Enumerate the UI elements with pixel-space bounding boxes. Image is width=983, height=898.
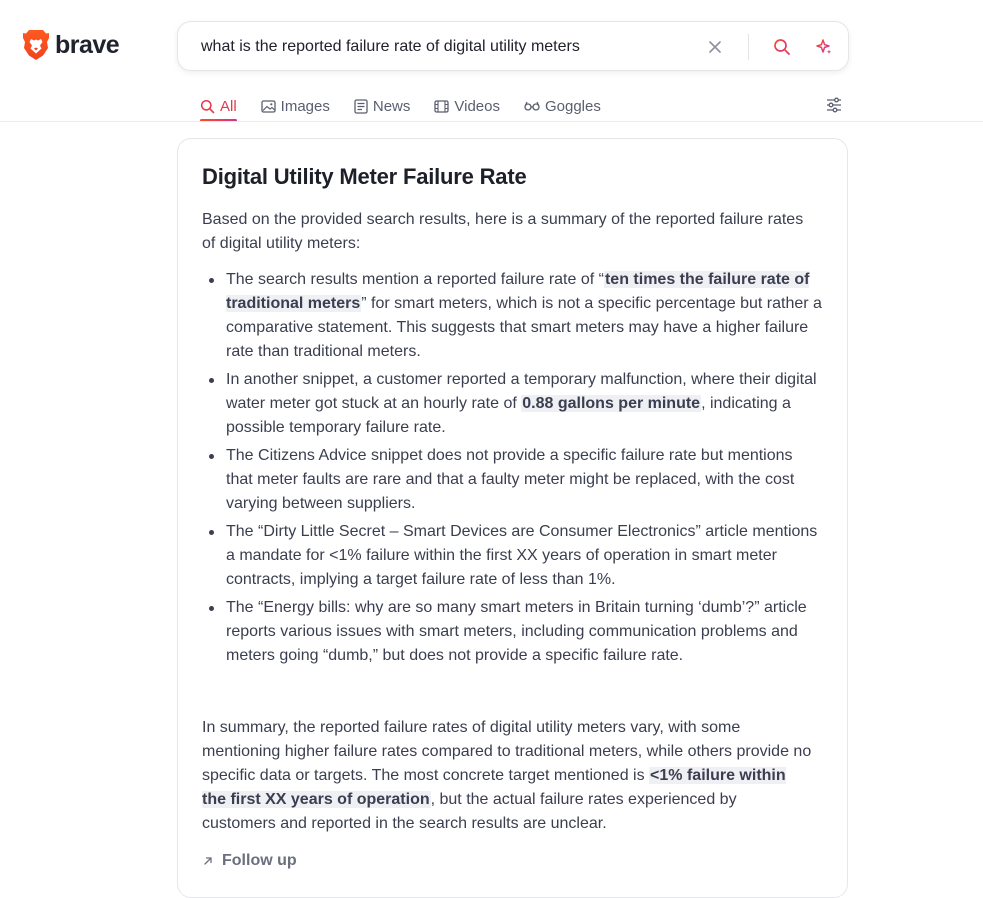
search-input[interactable] (201, 35, 691, 59)
tab-goggles[interactable] (524, 92, 601, 120)
tab-label: News (372, 97, 411, 115)
search-icon (200, 99, 215, 114)
list-item (202, 596, 822, 668)
arrow-up-right-icon (202, 855, 214, 867)
answer-intro: Based on the provided search results, here is a summary of the reported failure rates of digital utility meters: (202, 211, 804, 252)
answer-summary (202, 716, 812, 836)
bullet-text: The “Energy bills: why are so many smart meters in Britain turning ‘dumb’?” article reports various issues with smart meters, including communication problems and meters going “dumb,” but does not provide a specific failure rate. (226, 599, 807, 664)
list-item (202, 520, 822, 592)
sparkle-icon[interactable] (814, 37, 834, 57)
close-icon[interactable] (705, 37, 725, 57)
list-item (202, 268, 822, 364)
search-box (177, 21, 849, 71)
summary-text: , but the actual failure rates experienced by customers and reported in the search results are unclear. (202, 791, 737, 832)
tab-images[interactable] (261, 92, 330, 120)
highlight-text: <1% failure within the first XX years of operation (202, 767, 786, 808)
answer-title: Digital Utility Meter Failure Rate (202, 164, 527, 189)
bullet-text: The Citizens Advice snippet does not provide a specific failure rate but mentions that meter faults are rare and that a faulty meter might be replaced, with the cost varying between suppliers. (226, 447, 795, 512)
list-item (202, 368, 822, 440)
brave-logo[interactable] (22, 29, 119, 61)
bullet-text: ” for smart meters, which is not a specific percentage but rather a comparative statement. This suggests that smart meters may have a higher failure rate than traditional meters. (226, 295, 822, 360)
tab-videos[interactable] (434, 92, 500, 120)
image-icon (261, 100, 276, 113)
bullet-text: , indicating a possible temporary failure rate. (226, 395, 791, 436)
tab-label: Goggles (544, 97, 601, 115)
list-item (202, 444, 822, 516)
news-icon (354, 99, 368, 114)
filter-settings-icon[interactable] (824, 95, 844, 115)
summary-text: In summary, the reported failure rates of digital utility meters vary, with some mentioning higher failure rates compared to traditional meters, while others provide no specific data or targets. The most concrete target mentioned is (202, 719, 812, 784)
header-divider (0, 121, 983, 122)
highlight-text: ten times the failure rate of traditional meters (226, 271, 810, 312)
follow-up-label: Follow up (222, 852, 297, 869)
brand-name: brave (55, 30, 120, 59)
goggles-icon (524, 100, 540, 112)
bullet-text: In another snippet, a customer reported a temporary malfunction, where their digital water meter got stuck at an hourly rate of (226, 371, 817, 412)
bullet-text: The “Dirty Little Secret – Smart Devices are Consumer Electronics” article mentions a mandate for <1% failure within the first XX years of operation in smart meter contracts, implying a target failure rate of less than 1%. (226, 523, 818, 588)
ai-answer-card (177, 138, 848, 898)
search-tabs (200, 92, 625, 120)
video-icon (434, 100, 449, 113)
tab-label: Images (280, 97, 330, 115)
tab-all[interactable] (200, 92, 237, 120)
search-divider (748, 34, 749, 60)
bullet-text: The search results mention a reported failure rate of “ (226, 271, 604, 288)
answer-bullets (202, 268, 822, 672)
tab-label: Videos (454, 97, 500, 115)
follow-up-button[interactable] (202, 852, 297, 870)
search-icon[interactable] (772, 37, 792, 57)
tab-label: All (220, 97, 237, 115)
brave-lion-icon (22, 29, 50, 61)
tab-news[interactable] (354, 92, 411, 120)
highlight-text: 0.88 gallons per minute (522, 395, 701, 412)
